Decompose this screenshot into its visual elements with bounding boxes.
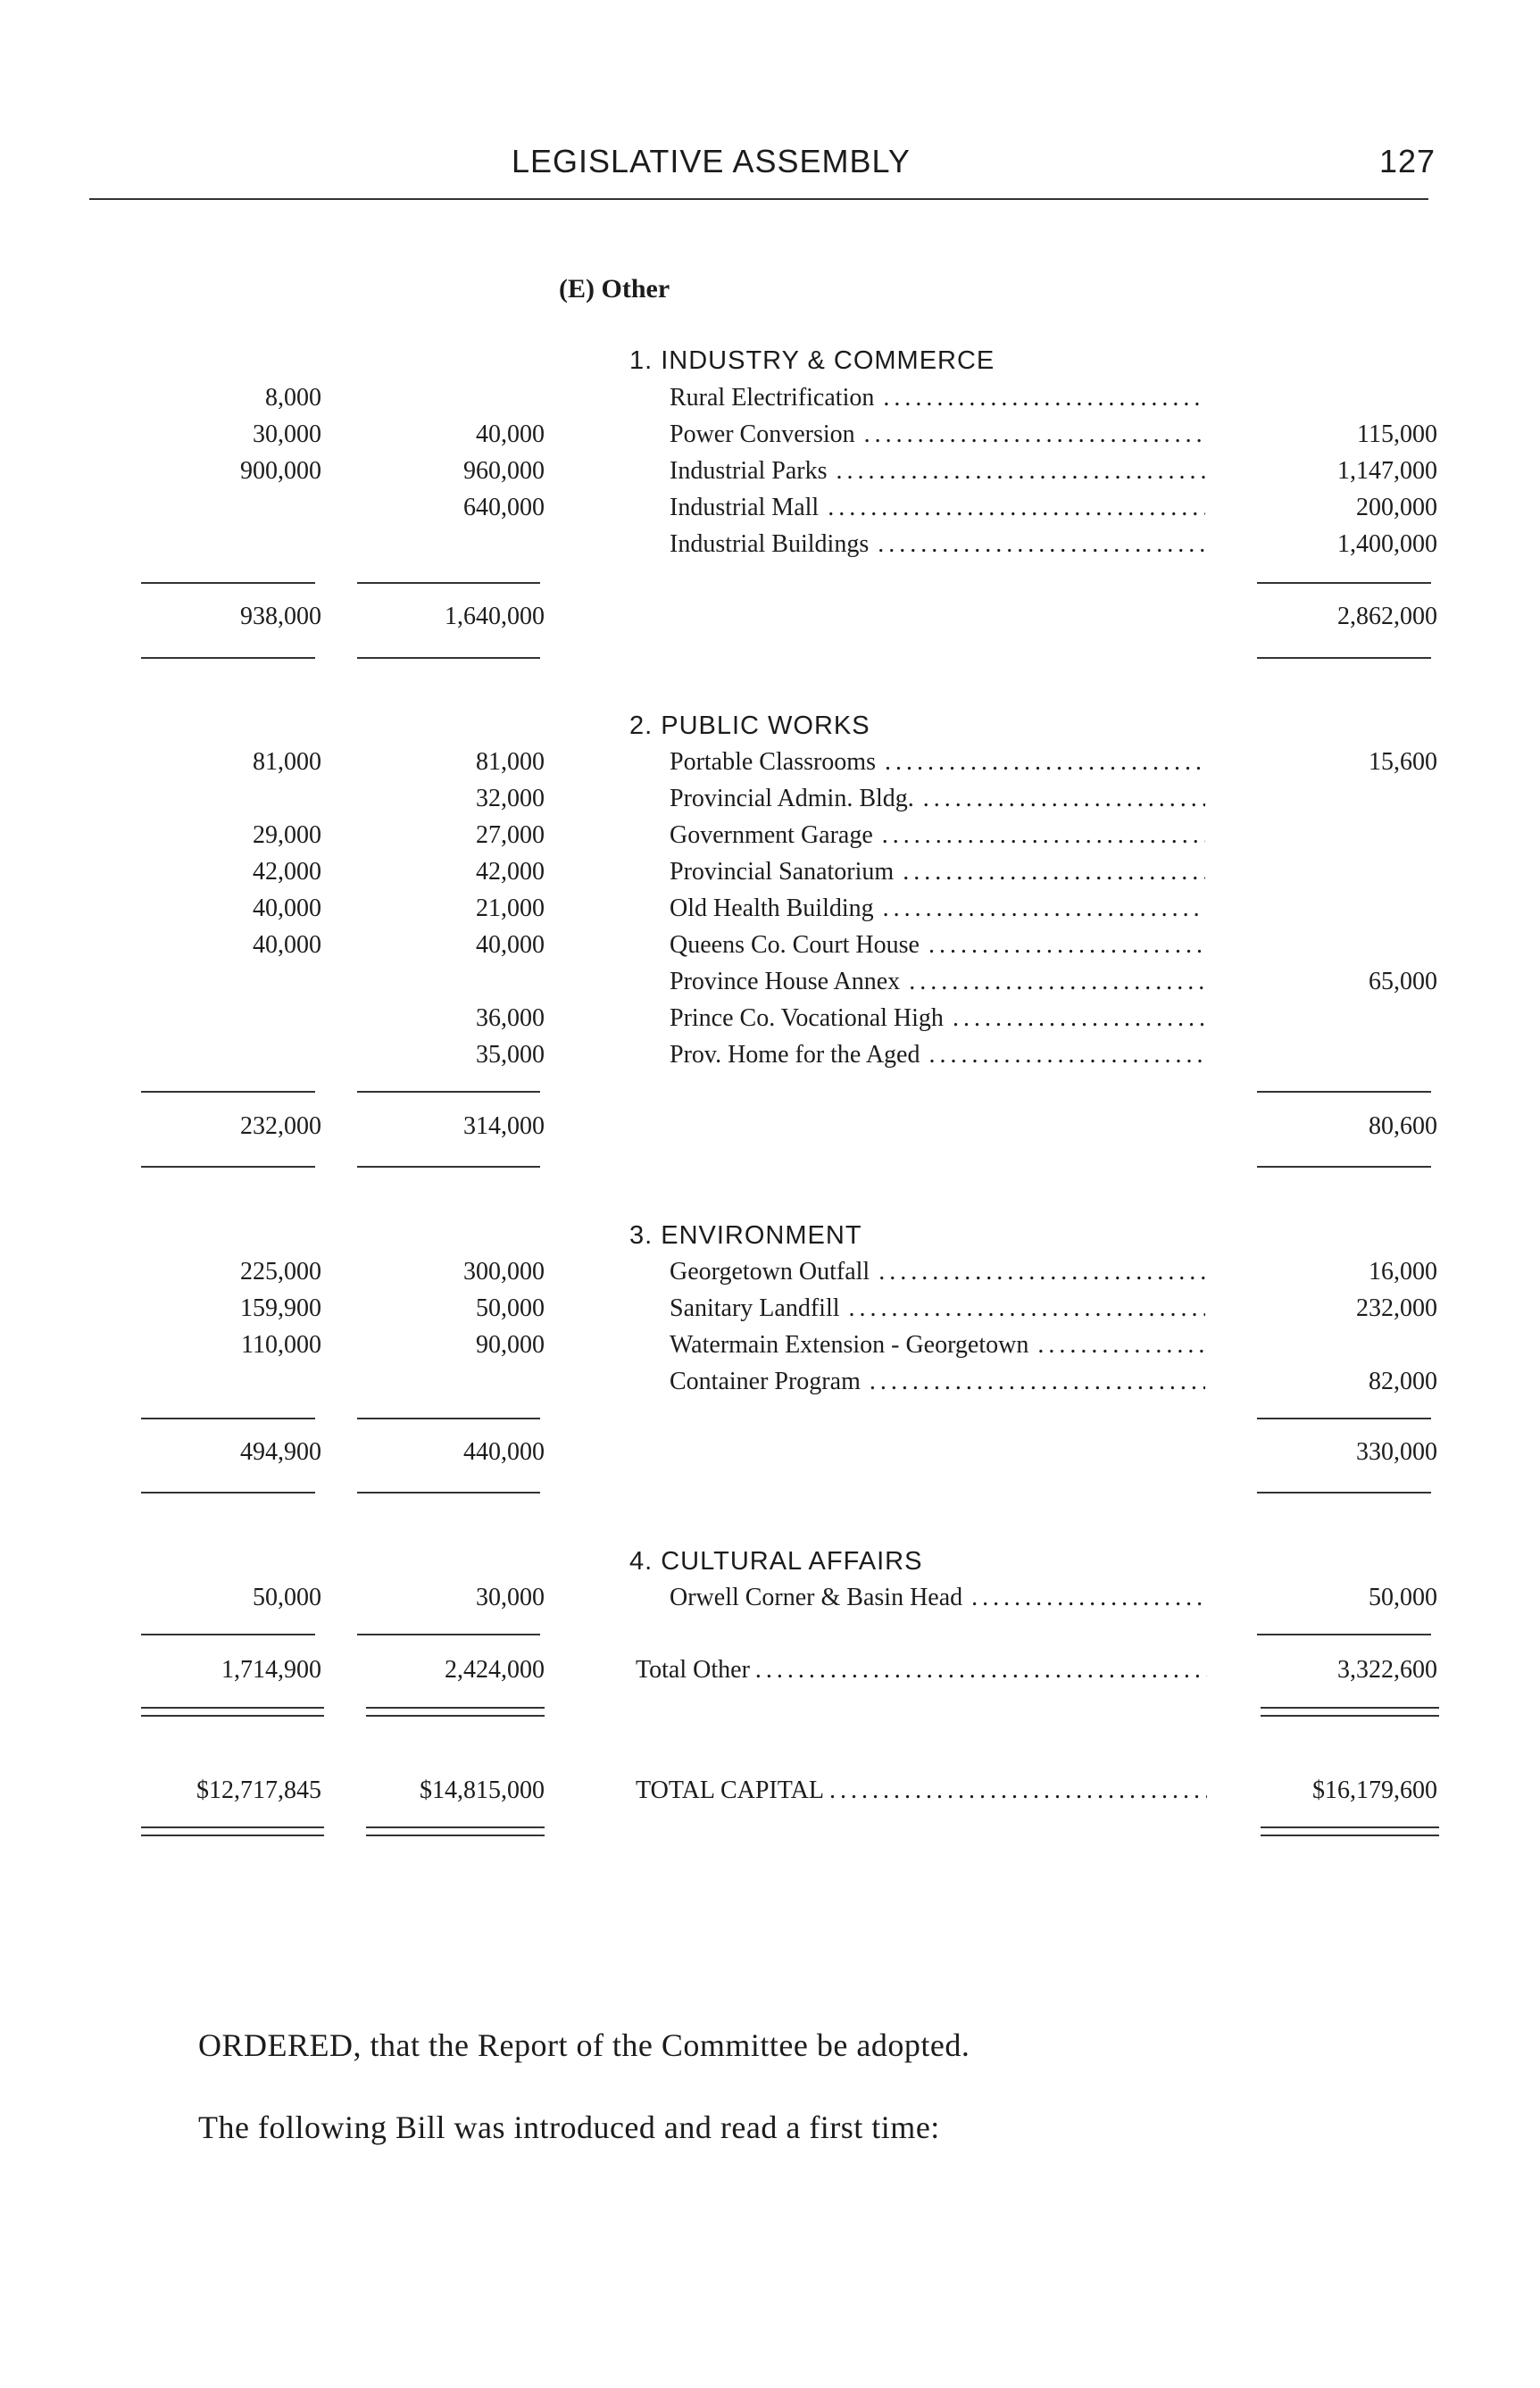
item-label-text: Old Health Building xyxy=(670,894,878,922)
total-capital-label-text: TOTAL CAPITAL xyxy=(636,1776,824,1804)
item-label xyxy=(670,1584,1205,1612)
item-label-text: Industrial Mall xyxy=(670,494,822,521)
subtotal-rule xyxy=(357,1492,540,1494)
subtotal-rule xyxy=(1257,1091,1431,1093)
ordered-paragraph: ORDERED, that the Report of the Committee be adopted. xyxy=(198,2027,970,2063)
item-label xyxy=(670,1004,1205,1033)
total-capital-col2: $14,815,000 xyxy=(420,1776,545,1804)
col2-value: 960,000 xyxy=(463,457,545,485)
col2-value: 300,000 xyxy=(463,1258,545,1286)
item-label-text: Industrial Buildings xyxy=(670,530,872,558)
item-label xyxy=(670,1368,1205,1396)
col1-value: 42,000 xyxy=(253,858,321,886)
col3-value: 16,000 xyxy=(1369,1258,1437,1286)
item-label xyxy=(670,894,1205,923)
subtotal-rule xyxy=(1257,582,1431,584)
double-rule xyxy=(1261,1826,1439,1836)
item-label xyxy=(670,494,1205,522)
col1-value: 81,000 xyxy=(253,748,321,776)
col2-value: 90,000 xyxy=(476,1331,545,1359)
col3-value: 1,400,000 xyxy=(1337,530,1437,558)
industry-total-col1: 938,000 xyxy=(240,603,321,630)
col1-value: 29,000 xyxy=(253,821,321,849)
col2-value: 35,000 xyxy=(476,1041,545,1069)
subtotal-rule xyxy=(141,657,315,659)
double-rule xyxy=(141,1826,324,1836)
col3-value: 82,000 xyxy=(1369,1368,1437,1395)
subtotal-rule xyxy=(357,1091,540,1093)
col1-value: 40,000 xyxy=(253,931,321,959)
public-works-total-col2: 314,000 xyxy=(463,1112,545,1140)
total-other-col2: 2,424,000 xyxy=(445,1656,545,1684)
item-label xyxy=(670,1041,1205,1069)
subtotal-rule xyxy=(357,1166,540,1168)
subtotal-rule xyxy=(141,1634,315,1635)
category-heading-industry: 1. INDUSTRY & COMMERCE xyxy=(629,346,995,375)
item-label xyxy=(670,785,1205,813)
item-label xyxy=(670,931,1205,960)
header-rule xyxy=(89,198,1428,200)
industry-total-col2: 1,640,000 xyxy=(445,603,545,630)
total-capital-label xyxy=(636,1776,1207,1805)
environment-total-col2: 440,000 xyxy=(463,1438,545,1466)
item-label-text: Prov. Home for the Aged xyxy=(670,1041,923,1069)
item-label xyxy=(670,968,1205,996)
category-heading-public-works: 2. PUBLIC WORKS xyxy=(629,711,870,740)
col2-value: 21,000 xyxy=(476,894,545,922)
category-heading-environment: 3. ENVIRONMENT xyxy=(629,1221,862,1250)
col2-value: 32,000 xyxy=(476,785,545,812)
col2-value: 40,000 xyxy=(476,420,545,448)
subtotal-rule xyxy=(141,1492,315,1494)
industry-total-col3: 2,862,000 xyxy=(1337,603,1437,630)
col1-value: 225,000 xyxy=(240,1258,321,1286)
subtotal-rule xyxy=(141,1418,315,1419)
col2-value: 640,000 xyxy=(463,494,545,521)
item-label-text: Provincial Sanatorium xyxy=(670,858,897,886)
item-label xyxy=(670,420,1205,449)
subtotal-rule xyxy=(141,582,315,584)
subtotal-rule xyxy=(141,1091,315,1093)
col2-value: 42,000 xyxy=(476,858,545,886)
item-label-text: Prince Co. Vocational High xyxy=(670,1004,947,1032)
item-label xyxy=(670,1294,1205,1323)
col1-value: 50,000 xyxy=(253,1584,321,1611)
col1-value: 40,000 xyxy=(253,894,321,922)
bill-introduced-paragraph: The following Bill was introduced and read a first time: xyxy=(198,2109,940,2145)
item-label xyxy=(670,457,1205,486)
double-rule xyxy=(1261,1707,1439,1717)
public-works-total-col1: 232,000 xyxy=(240,1112,321,1140)
subtotal-rule xyxy=(357,1418,540,1419)
col3-value: 1,147,000 xyxy=(1337,457,1437,485)
col3-value: 232,000 xyxy=(1356,1294,1437,1322)
public-works-total-col3: 80,600 xyxy=(1369,1112,1437,1140)
item-label-text: Georgetown Outfall xyxy=(670,1258,873,1286)
col2-value: 50,000 xyxy=(476,1294,545,1322)
item-label xyxy=(670,384,1205,412)
item-label-text: Power Conversion xyxy=(670,420,859,448)
col3-value: 50,000 xyxy=(1369,1584,1437,1611)
col1-value: 159,900 xyxy=(240,1294,321,1322)
col1-value: 8,000 xyxy=(265,384,321,412)
col2-value: 40,000 xyxy=(476,931,545,959)
subtotal-rule xyxy=(357,582,540,584)
page-title: LEGISLATIVE ASSEMBLY xyxy=(512,143,911,179)
double-rule xyxy=(366,1826,545,1836)
item-label-text: Portable Classrooms xyxy=(670,748,879,776)
subtotal-rule xyxy=(1257,657,1431,659)
subtotal-rule xyxy=(357,1634,540,1635)
subtotal-rule xyxy=(1257,1634,1431,1635)
item-label-text: Container Program xyxy=(670,1368,864,1395)
total-other-label xyxy=(636,1656,1207,1685)
environment-total-col3: 330,000 xyxy=(1356,1438,1437,1466)
item-label xyxy=(670,748,1205,777)
environment-total-col1: 494,900 xyxy=(240,1438,321,1466)
col2-value: 81,000 xyxy=(476,748,545,776)
total-other-col3: 3,322,600 xyxy=(1337,1656,1437,1684)
item-label-text: Industrial Parks xyxy=(670,457,831,485)
double-rule xyxy=(141,1707,324,1717)
col3-value: 115,000 xyxy=(1357,420,1437,448)
double-rule xyxy=(366,1707,545,1717)
section-title: (E) Other xyxy=(559,274,670,304)
item-label xyxy=(670,821,1205,850)
total-capital-col1: $12,717,845 xyxy=(196,1776,321,1804)
col1-value: 30,000 xyxy=(253,420,321,448)
total-other-label-text: Total Other xyxy=(636,1656,750,1684)
subtotal-rule xyxy=(1257,1492,1431,1494)
item-label xyxy=(670,1258,1205,1286)
item-label-text: Government Garage xyxy=(670,821,877,849)
col3-value: 15,600 xyxy=(1369,748,1437,776)
subtotal-rule xyxy=(1257,1418,1431,1419)
col3-value: 200,000 xyxy=(1356,494,1437,521)
col2-value: 36,000 xyxy=(476,1004,545,1032)
col2-value: 30,000 xyxy=(476,1584,545,1611)
subtotal-rule xyxy=(1257,1166,1431,1168)
item-label-text: Watermain Extension - Georgetown xyxy=(670,1331,1032,1359)
subtotal-rule xyxy=(141,1166,315,1168)
item-label-text: Province House Annex xyxy=(670,968,903,995)
item-label xyxy=(670,530,1205,559)
item-label xyxy=(670,1331,1205,1360)
item-label-text: Orwell Corner & Basin Head xyxy=(670,1584,966,1611)
page-number: 127 xyxy=(1379,143,1436,179)
total-other-col1: 1,714,900 xyxy=(221,1656,321,1684)
col1-value: 900,000 xyxy=(240,457,321,485)
col1-value: 110,000 xyxy=(241,1331,321,1359)
item-label xyxy=(670,858,1205,886)
item-label-text: Rural Electrification xyxy=(670,384,878,412)
col2-value: 27,000 xyxy=(476,821,545,849)
col3-value: 65,000 xyxy=(1369,968,1437,995)
category-heading-cultural: 4. CULTURAL AFFAIRS xyxy=(629,1547,923,1576)
item-label-text: Sanitary Landfill xyxy=(670,1294,844,1322)
subtotal-rule xyxy=(357,657,540,659)
item-label-text: Provincial Admin. Bldg. xyxy=(670,785,918,812)
item-label-text: Queens Co. Court House xyxy=(670,931,923,959)
total-capital-col3: $16,179,600 xyxy=(1312,1776,1437,1804)
